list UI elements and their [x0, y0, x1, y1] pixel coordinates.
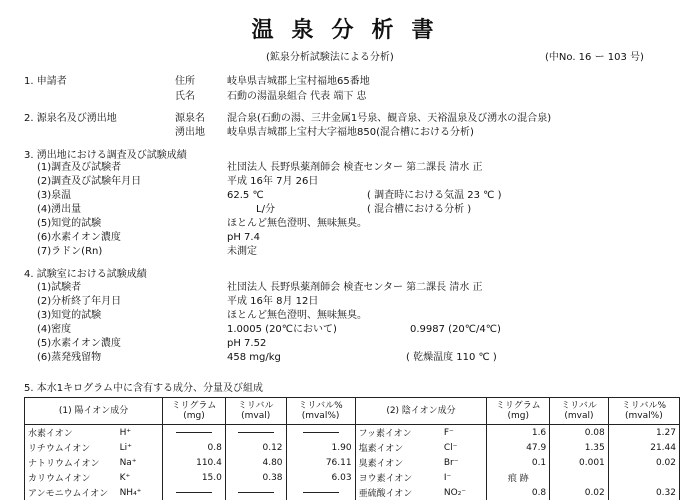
- section-3-heading: 3. 湧出地における調査及び試験成績: [24, 150, 187, 161]
- field-label: (5)水素イオン濃度: [37, 338, 121, 349]
- pct-header-label: ミリバル%: [621, 401, 667, 411]
- pct-unit: (mval%): [301, 411, 340, 421]
- anion-symbol: Br⁻: [441, 455, 487, 470]
- field-value: 1.0005 (20℃において): [227, 324, 337, 335]
- field-label: (4)湧出量: [37, 204, 82, 215]
- anion-mval: 0.02: [550, 485, 609, 500]
- anion-mval: 0.08: [550, 425, 609, 441]
- mg-unit: (mg): [183, 411, 205, 421]
- field-label: (5)知覚的試験: [37, 218, 102, 229]
- document-number: (中No. 16 ー 103 号): [545, 52, 644, 63]
- applicant-name: 石動の湯温泉組合 代表 端下 忠: [227, 91, 367, 102]
- mval-header: [550, 398, 609, 425]
- field-value: 平成 16年 7月 26日: [227, 176, 319, 187]
- mg-header-label: ミリグラム: [171, 401, 217, 411]
- document-subtitle: (鉱泉分析試験法による分析): [266, 52, 394, 63]
- field-label: (2)分析終了年月日: [37, 296, 122, 307]
- mval-unit: (mval): [564, 411, 594, 421]
- pct-header: [608, 398, 679, 425]
- source-location: 岐阜県吉城郡上宝村大字福地850(混合槽における分析): [227, 127, 474, 138]
- table-row: [25, 485, 680, 500]
- cation-mg: 110.4: [163, 455, 226, 470]
- pct-header: [286, 398, 355, 425]
- anion-name: ヨウ素イオン: [355, 470, 441, 485]
- anion-symbol: F⁻: [441, 425, 487, 441]
- pct-header-label: ミリバル%: [298, 401, 343, 411]
- field-value: 社団法人 長野県薬剤師会 検査センター 第二課長 清水 正: [227, 282, 483, 293]
- cation-symbol: H⁺: [117, 425, 163, 441]
- anion-mg: 0.1: [487, 455, 550, 470]
- section-4-heading: 4. 試験室における試験成績: [24, 269, 147, 280]
- cation-name: カリウムイオン: [25, 470, 117, 485]
- empty-dash: [225, 425, 286, 441]
- anion-mg: 1.6: [487, 425, 550, 441]
- cation-symbol: Li⁺: [117, 440, 163, 455]
- drying-temperature-note: ( 乾燥温度 110 ℃ ): [406, 352, 497, 363]
- anion-symbol: I⁻: [441, 470, 487, 485]
- mval-unit: (mval): [241, 411, 271, 421]
- document-title: 温泉分析書: [251, 18, 452, 43]
- section-5-heading: 5. 本水1キログラム中に含有する成分、分量及び組成: [24, 383, 263, 394]
- air-temperature-note: ( 調査時における気温 23 ℃ ): [367, 190, 502, 201]
- mg-header: [487, 398, 550, 425]
- cation-pct: 76.11: [286, 455, 355, 470]
- source-location-label: 湧出地: [175, 127, 205, 138]
- anion-pct: 0.32: [608, 485, 679, 500]
- cation-symbol: Na⁺: [117, 455, 163, 470]
- cation-mg: 0.8: [163, 440, 226, 455]
- field-value: L/分: [256, 204, 275, 215]
- table-row: [25, 455, 680, 470]
- field-label: (3)泉温: [37, 190, 72, 201]
- field-value: ほとんど無色澄明、無味無臭。: [227, 218, 367, 229]
- cation-name: 水素イオン: [25, 425, 117, 441]
- anion-pct: 1.27: [608, 425, 679, 441]
- table-header-row: [25, 398, 680, 425]
- source-name: 混合泉(石動の湯、三井金属1号泉、観音泉、天裕温泉及び湧水の混合泉): [227, 113, 552, 124]
- field-value: 社団法人 長野県薬剤師会 検査センター 第二課長 清水 正: [227, 162, 483, 173]
- anion-pct: 0.02: [608, 455, 679, 470]
- field-value: pH 7.4: [227, 232, 260, 243]
- field-label: (2)調査及び試験年月日: [37, 176, 142, 187]
- flow-note: ( 混合槽における分析 ): [367, 204, 472, 215]
- cation-mval: 4.80: [225, 455, 286, 470]
- field-label: (7)ラドン(Rn): [37, 246, 103, 257]
- anion-symbol: Cl⁻: [441, 440, 487, 455]
- field-label: (1)試験者: [37, 282, 82, 293]
- mg-unit: (mg): [507, 411, 530, 421]
- table-row: [25, 470, 680, 485]
- cation-name: アンモニウムイオン: [25, 485, 117, 500]
- anion-mval: 1.35: [550, 440, 609, 455]
- mg-header-label: ミリグラム: [495, 401, 541, 411]
- empty-dash: [225, 485, 286, 500]
- empty-dash: [163, 485, 226, 500]
- mval-header-label: ミリバル: [561, 401, 597, 411]
- cation-mval: 0.38: [225, 470, 286, 485]
- field-label: (6)蒸発残留物: [37, 352, 102, 363]
- applicant-name-label: 氏名: [175, 91, 195, 102]
- field-label: (3)知覚的試験: [37, 310, 102, 321]
- anion-mval: 0.001: [550, 455, 609, 470]
- anion-name: 亜硫酸イオン: [355, 485, 441, 500]
- anion-name: フッ素イオン: [355, 425, 441, 441]
- table-row: [25, 440, 680, 455]
- density-at-4c: 0.9987 (20℃/4℃): [410, 324, 501, 335]
- applicant-address: 岐阜県吉城郡上宝村福地65番地: [227, 76, 370, 87]
- cation-name: リチウムイオン: [25, 440, 117, 455]
- cation-symbol: NH₄⁺: [117, 485, 163, 500]
- field-value: 未測定: [227, 246, 257, 257]
- cation-name: ナトリウムイオン: [25, 455, 117, 470]
- table-row: [25, 425, 680, 441]
- cation-mval: 0.12: [225, 440, 286, 455]
- empty-dash: [286, 425, 355, 441]
- anion-header: (2) 陰イオン成分: [355, 398, 487, 425]
- field-value: 平成 16年 8月 12日: [227, 296, 319, 307]
- empty-dash: [286, 485, 355, 500]
- field-label: (1)調査及び試験者: [37, 162, 122, 173]
- section-1-heading: 1. 申請者: [24, 76, 67, 87]
- anion-pct: 21.44: [608, 440, 679, 455]
- mval-header-label: ミリバル: [237, 401, 274, 411]
- cation-pct: 6.03: [286, 470, 355, 485]
- anion-pct: [608, 470, 679, 485]
- mval-header: [225, 398, 286, 425]
- anion-mval: [550, 470, 609, 485]
- mg-header: [163, 398, 226, 425]
- anion-mg: 47.9: [487, 440, 550, 455]
- cation-symbol: K⁺: [117, 470, 163, 485]
- section-2-heading: 2. 源泉名及び湧出地: [24, 113, 117, 124]
- field-value: 458 mg/kg: [227, 352, 281, 363]
- field-value: 62.5 ℃: [227, 190, 264, 201]
- field-value: pH 7.52: [227, 338, 267, 349]
- cation-header: (1) 陽イオン成分: [25, 398, 163, 425]
- anion-mg: 0.8: [487, 485, 550, 500]
- anion-mg-trace: 痕 跡: [487, 470, 550, 485]
- empty-dash: [163, 425, 226, 441]
- cation-mg: 15.0: [163, 470, 226, 485]
- field-label: (6)水素イオン濃度: [37, 232, 121, 243]
- cation-pct: 1.90: [286, 440, 355, 455]
- field-label: (4)密度: [37, 324, 72, 335]
- pct-unit: (mval%): [625, 411, 663, 421]
- anion-name: 臭素イオン: [355, 455, 441, 470]
- anion-name: 塩素イオン: [355, 440, 441, 455]
- anion-symbol: NO₂⁻: [441, 485, 487, 500]
- ion-composition-table: [24, 397, 680, 500]
- source-name-label: 源泉名: [175, 113, 205, 124]
- field-value: ほとんど無色澄明、無味無臭。: [227, 310, 367, 321]
- applicant-address-label: 住所: [175, 76, 195, 87]
